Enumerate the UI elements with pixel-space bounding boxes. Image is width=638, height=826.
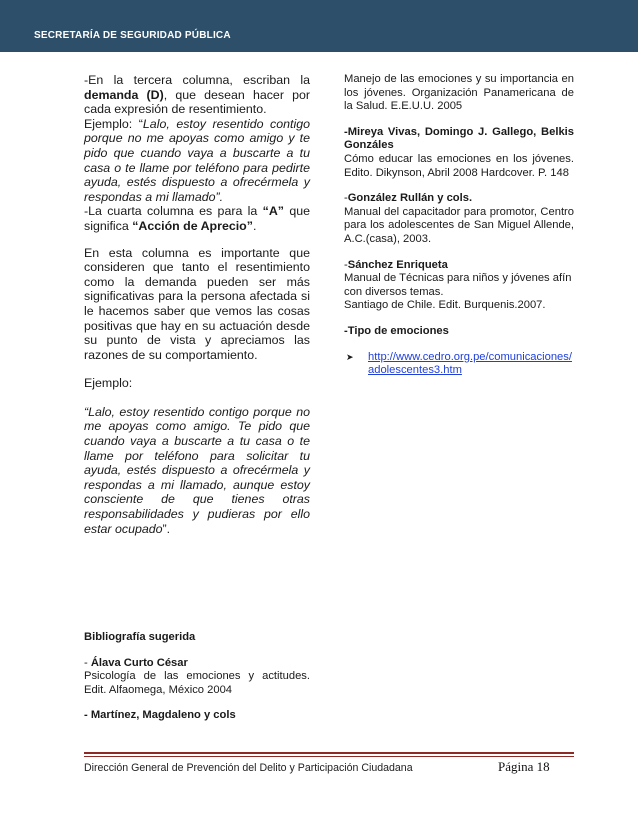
spacer (84, 234, 310, 246)
bib-item-author (84, 657, 310, 671)
footer-text: Dirección General de Prevención del Delito y Participación Ciudadana (84, 762, 413, 774)
text: - (344, 258, 348, 271)
page-header (0, 0, 638, 52)
spacer (84, 645, 310, 657)
link-list-item (344, 351, 574, 378)
bullet-icon: ➤ (346, 351, 354, 362)
spacer (344, 339, 574, 351)
text-bold: demanda (D) (84, 87, 164, 102)
left-column (84, 73, 310, 536)
text: -En la tercera columna, escriban la (84, 73, 310, 87)
paragraph-ejemplo-label: Ejemplo: (84, 376, 133, 391)
text: que significa (84, 204, 310, 233)
tipo-emociones-heading: -Tipo de emociones (344, 324, 449, 337)
spacer (344, 114, 574, 126)
header-title: SECRETARÍA DE SEGURIDAD PÚBLICA (34, 30, 231, 41)
ref-author: -Mireya Vivas, Domingo J. Gallego, Belkis Gonzáles (344, 125, 574, 152)
spacer (344, 247, 574, 259)
text: . (252, 218, 257, 233)
text-bold: “Acción de Aprecio” (132, 218, 253, 233)
paragraph-demanda (84, 73, 310, 117)
text-bold: Álava Curto César (90, 656, 188, 669)
spacer (84, 391, 310, 405)
text: , que desean hacer por cada expresión de resentimiento. (84, 87, 310, 117)
spacer (344, 180, 574, 192)
bib-item-author: - Martínez, Magdaleno y cols (84, 709, 236, 722)
spacer (84, 362, 310, 376)
ref-text: Manual del capacitador para promotor, Centro para los adolescentes de San Miguel Allende, A.C.(casa), 2003. (344, 205, 574, 245)
ref-text: Santiago de Chile. Edit. Burquenis.2007. (344, 299, 546, 312)
spacer (84, 697, 310, 709)
spacer (344, 313, 574, 325)
text: - (84, 656, 91, 669)
text-bold: González Rullán y cols. (347, 192, 473, 205)
right-column (344, 73, 574, 378)
text-bold: Sánchez Enriqueta (347, 258, 448, 271)
paragraph-accion (84, 204, 310, 233)
ref-author (344, 192, 574, 206)
footer-rule-thin (84, 756, 574, 757)
cedro-link[interactable]: http://www.cedro.org.pe/comunicaciones/adolescentes3.htm (368, 350, 572, 377)
ref-text: Manual de Técnicas para niños y jóvenes afín con diversos temas. (344, 272, 572, 298)
bib-item-text: Psicología de las emociones y actitudes. Edit. Alfaomega, México 2004 (84, 670, 310, 696)
bibliography-section (84, 631, 310, 723)
text-italic: Lalo, estoy resentido contigo porque no me apoyas como amigo y te pido que cuando vaya a buscarte a tu casa o te llame por teléfono para pedirte ayuda, estés dispuesto a ofrecérmela y respondas a mi llamado”. (84, 116, 310, 204)
text: - (344, 192, 348, 205)
text: Ejemplo: “ (84, 116, 143, 131)
ref-text: Cómo educar las emociones en los jóvenes. Edito. Dikynson, Abril 2008 Hardcover. P. 148 (344, 152, 574, 179)
paragraph-ejemplo-2 (84, 405, 310, 536)
ref-oms: Manejo de las emociones y su importancia en los jóvenes. Organización Panamericana de la Salud. E.E.U.U. 2005 (344, 73, 574, 113)
footer-rule (84, 752, 574, 754)
bibliography-heading: Bibliografía sugerida (84, 631, 196, 643)
paragraph-ejemplo-1 (84, 117, 310, 205)
text: ”. (162, 521, 171, 536)
text: -La cuarta columna es para la (84, 204, 263, 219)
text-italic: “Lalo, estoy resentido contigo porque no me apoyas como amigo. Te pido que cuando vaya a buscarte a tu casa o te llame por teléfono para solicitar tu ayuda, estés dispuesto a ofrecérmela y respondas a mi llamado, aunque estoy consciente de que tienes otras responsabilidades y pudieras por ello estar ocupado (84, 404, 310, 536)
paragraph-importante: En esta columna es importante que consideren que tanto el resentimiento como la demanda pueden ser más significativas para la persona afectada si le hacemos saber que vemos las cosas positivas que hay en su actuación desde su punto de vista y apreciamos las razones de su comportamiento. (84, 245, 310, 362)
ref-author (344, 259, 574, 273)
page-number: Página 18 (498, 759, 550, 774)
text-bold: “A” (262, 204, 284, 219)
